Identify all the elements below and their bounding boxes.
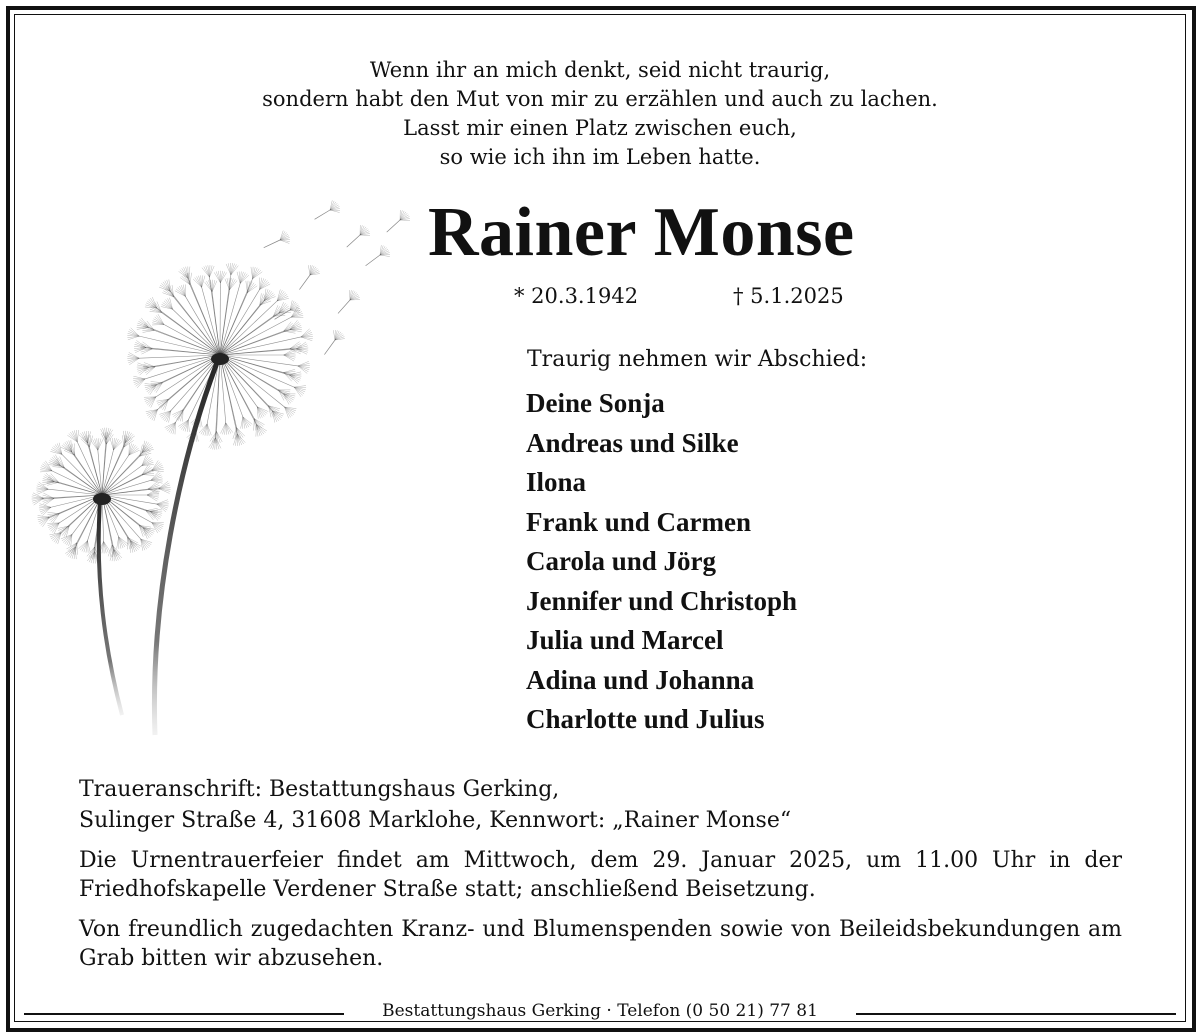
address-line: Traueranschrift: Bestattungshaus Gerking, xyxy=(79,777,560,802)
mourners-list xyxy=(526,384,797,740)
mourner-name: Deine Sonja xyxy=(526,388,665,418)
address-line: Sulinger Straße 4, 31608 Marklohe, Kennwort: „Rainer Monse“ xyxy=(79,808,792,833)
mourner-name: Adina und Johanna xyxy=(526,664,755,695)
footer-text: Bestattungshaus Gerking · Telefon (0 50 21) 77 81 xyxy=(376,1001,824,1021)
farewell-text: Traurig nehmen wir Abschied: xyxy=(527,347,868,372)
poem-line: Lasst mir einen Platz zwischen euch, xyxy=(403,116,797,140)
dandelion-illustration xyxy=(30,180,450,740)
mourner-name: Carola und Jörg xyxy=(526,546,717,576)
poem xyxy=(0,56,1200,172)
mourner-name: Julia und Marcel xyxy=(526,625,724,655)
mourner-name: Frank und Carmen xyxy=(526,506,752,537)
mourner-name: Ilona xyxy=(526,467,587,497)
death-date: † 5.1.2025 xyxy=(733,284,844,308)
footer xyxy=(0,1001,1200,1021)
ceremony-notice: Die Urnentrauerfeier findet am Mittwoch, dem 29. Januar 2025, um 11.00 Uhr in der Friedhofskapelle Verdener Straße statt; anschließend Beisetzung. xyxy=(79,848,1122,902)
donations-notice: Von freundlich zugedachten Kranz- und Blumenspenden sowie von Beileidsbekundungen am Grab bitten wir abzusehen. xyxy=(79,917,1122,971)
mourner-name: Andreas und Silke xyxy=(526,427,739,458)
poem-line: Wenn ihr an mich denkt, seid nicht traurig, xyxy=(369,58,831,82)
mourner-name: Charlotte und Julius xyxy=(526,704,765,734)
poem-line: so wie ich ihn im Leben hatte. xyxy=(439,145,761,169)
poem-line: sondern habt den Mut von mir zu erzählen und auch zu lachen. xyxy=(262,87,938,111)
deceased-name: Rainer Monse xyxy=(428,194,855,271)
birth-date: * 20.3.1942 xyxy=(514,284,639,308)
mourner-name: Jennifer und Christoph xyxy=(526,585,798,616)
mourning-address xyxy=(79,774,791,836)
